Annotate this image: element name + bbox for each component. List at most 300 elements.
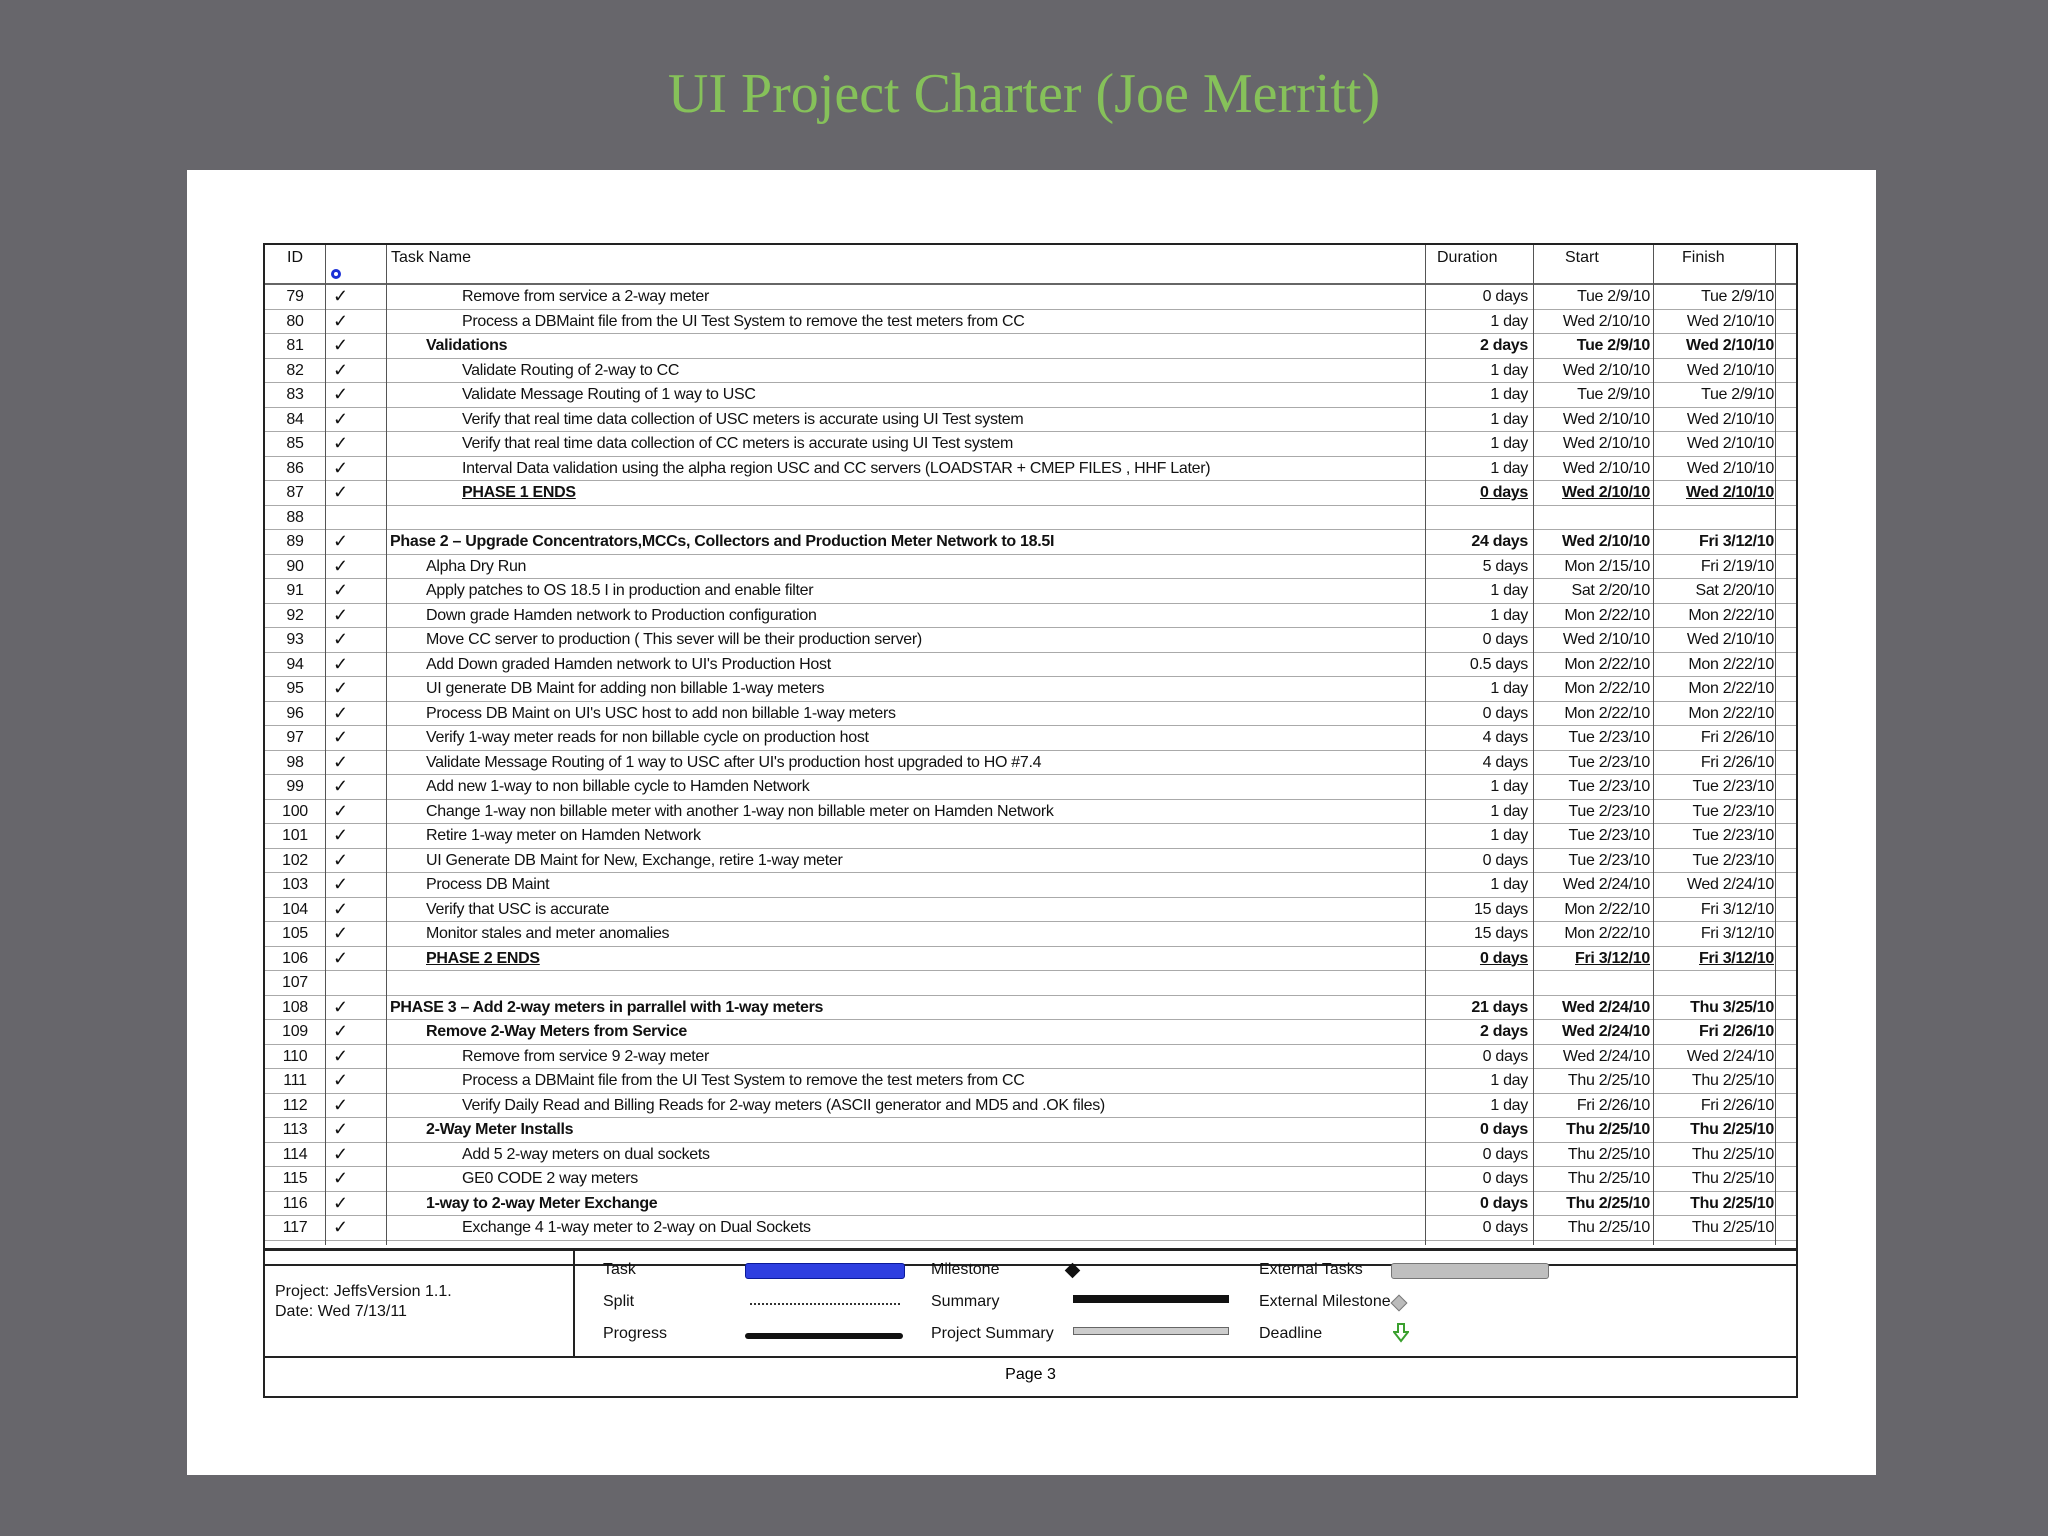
legend-external-milestone-label: External Milestone <box>1259 1293 1391 1310</box>
task-finish: Wed 2/10/10 <box>1686 631 1774 648</box>
task-finish: Mon 2/22/10 <box>1688 680 1774 697</box>
task-duration: 1 day <box>1490 778 1528 795</box>
task-duration: 0 days <box>1482 704 1528 722</box>
task-duration: 1 day <box>1490 435 1528 452</box>
task-id: 100 <box>282 802 308 820</box>
complete-check-icon: ✓ <box>333 653 348 674</box>
task-name: Verify that real time data collection of CC meters is accurate using UI Test system <box>462 435 1014 452</box>
task-finish: Fri 2/26/10 <box>1700 753 1774 771</box>
task-id: 84 <box>286 410 304 428</box>
complete-check-icon: ✓ <box>333 702 348 723</box>
complete-check-icon: ✓ <box>333 849 348 870</box>
task-id: 104 <box>282 900 308 918</box>
task-id: 109 <box>282 1023 308 1040</box>
table-row[interactable] <box>265 530 1796 555</box>
task-name: Phase 2 – Upgrade Concentrators,MCCs, Collectors and Production Meter Network to 18.5I <box>390 533 1055 550</box>
legend-deadline-label: Deadline <box>1259 1325 1323 1342</box>
task-duration: 0 days <box>1479 1121 1528 1138</box>
indicator-icon <box>331 269 341 279</box>
task-id: 91 <box>286 582 304 599</box>
task-id: 107 <box>282 974 308 991</box>
complete-check-icon: ✓ <box>333 286 348 306</box>
table-row[interactable] <box>265 1045 1796 1070</box>
task-name: Validate Routing of 2-way to CC <box>462 361 680 379</box>
task-finish: Thu 2/25/10 <box>1690 1194 1774 1212</box>
task-name: Process a DBMaint file from the UI Test System to remove the test meters from CC <box>462 1072 1025 1089</box>
complete-check-icon: ✓ <box>333 580 348 600</box>
task-name: Exchange 4 1-way meter to 2-way on Dual Sockets <box>462 1219 811 1236</box>
task-finish: Fri 3/12/10 <box>1700 900 1774 918</box>
gantt-legend <box>263 1248 1798 1358</box>
task-duration: 1 day <box>1490 582 1528 599</box>
task-id: 93 <box>286 631 304 648</box>
task-finish: Mon 2/22/10 <box>1688 655 1774 673</box>
task-name: Monitor stales and meter anomalies <box>426 925 670 942</box>
complete-check-icon: ✓ <box>333 335 348 355</box>
task-id: 96 <box>286 704 304 722</box>
task-name: Alpha Dry Run <box>426 557 527 575</box>
task-finish: Fri 3/12/10 <box>1700 925 1774 942</box>
task-duration: 1 day <box>1490 312 1528 330</box>
task-duration: 2 days <box>1479 337 1528 354</box>
table-row[interactable] <box>265 1216 1796 1241</box>
table-row[interactable] <box>265 751 1796 776</box>
complete-check-icon: ✓ <box>333 800 348 821</box>
task-name: Verify 1-way meter reads for non billable cycle on production host <box>426 729 869 746</box>
table-row[interactable] <box>265 457 1796 482</box>
complete-check-icon: ✓ <box>333 825 348 845</box>
table-row[interactable] <box>265 1020 1796 1045</box>
task-name: 1-way to 2-way Meter Exchange <box>426 1194 658 1212</box>
column-divider <box>1425 245 1426 1245</box>
task-start: Tue 2/23/10 <box>1568 827 1650 844</box>
task-name: Remove from service 9 2-way meter <box>462 1047 710 1065</box>
task-finish: Mon 2/22/10 <box>1688 606 1774 624</box>
task-name: Validations <box>426 337 508 354</box>
complete-check-icon: ✓ <box>333 482 348 502</box>
legend-task-bar <box>745 1263 905 1279</box>
table-row[interactable] <box>265 628 1796 653</box>
header-finish: Finish <box>1682 249 1725 266</box>
task-name: Remove from service a 2-way meter <box>462 288 710 305</box>
task-start: Tue 2/23/10 <box>1568 778 1650 795</box>
task-finish: Wed 2/10/10 <box>1685 484 1774 501</box>
task-finish: Wed 2/10/10 <box>1686 459 1774 477</box>
table-row[interactable] <box>265 408 1796 433</box>
task-id: 79 <box>286 288 304 305</box>
complete-check-icon: ✓ <box>333 923 348 943</box>
legend-summary-bar <box>1073 1295 1229 1303</box>
table-row[interactable] <box>265 310 1796 335</box>
task-duration: 1 day <box>1490 459 1528 477</box>
complete-check-icon: ✓ <box>333 751 348 772</box>
task-duration: 0 days <box>1479 484 1528 501</box>
task-id: 103 <box>282 876 308 893</box>
legend-external-tasks-label: External Tasks <box>1259 1261 1363 1278</box>
table-row[interactable] <box>265 432 1796 457</box>
task-duration: 15 days <box>1474 925 1528 942</box>
task-duration: 24 days <box>1471 533 1528 550</box>
task-duration: 0 days <box>1482 288 1528 305</box>
table-row[interactable] <box>265 1094 1796 1119</box>
task-start: Mon 2/22/10 <box>1564 900 1650 918</box>
complete-check-icon: ✓ <box>333 947 348 968</box>
table-row[interactable] <box>265 1118 1796 1143</box>
task-finish: Thu 2/25/10 <box>1690 1121 1774 1138</box>
task-finish: Tue 2/9/10 <box>1701 386 1774 403</box>
task-start: Thu 2/25/10 <box>1566 1194 1650 1212</box>
task-finish: Tue 2/23/10 <box>1692 802 1774 820</box>
task-duration: 1 day <box>1490 802 1528 820</box>
legend-external-milestone-diamond <box>1391 1295 1408 1312</box>
task-name: Validate Message Routing of 1 way to USC after UI's production host upgraded to HO #7.4 <box>426 753 1042 771</box>
task-name: Add 5 2-way meters on dual sockets <box>462 1145 710 1163</box>
task-start: Wed 2/24/10 <box>1562 1047 1650 1065</box>
task-duration: 1 day <box>1490 1072 1528 1089</box>
task-finish: Wed 2/24/10 <box>1686 876 1774 893</box>
task-duration: 15 days <box>1474 900 1528 918</box>
table-row[interactable] <box>265 726 1796 751</box>
table-row[interactable] <box>265 285 1796 310</box>
task-name: PHASE 3 – Add 2-way meters in parrallel with 1-way meters <box>390 998 824 1016</box>
task-start: Mon 2/22/10 <box>1564 680 1650 697</box>
task-duration: 0 days <box>1482 851 1528 869</box>
task-name: Remove 2-Way Meters from Service <box>426 1023 688 1040</box>
complete-check-icon: ✓ <box>333 1119 348 1139</box>
task-name: Move CC server to production ( This sever will be their production server) <box>426 631 922 648</box>
task-duration: 1 day <box>1490 876 1528 893</box>
task-name: Down grade Hamden network to Production configuration <box>426 606 817 624</box>
table-row[interactable] <box>265 1143 1796 1168</box>
table-row[interactable] <box>265 604 1796 629</box>
task-name: PHASE 2 ENDS <box>426 949 540 967</box>
task-id: 86 <box>286 459 304 477</box>
task-start: Wed 2/10/10 <box>1562 631 1650 648</box>
task-duration: 2 days <box>1479 1023 1528 1040</box>
task-start: Sat 2/20/10 <box>1571 582 1650 599</box>
complete-check-icon: ✓ <box>333 384 348 404</box>
task-name: Process DB Maint on UI's USC host to add non billable 1-way meters <box>426 704 896 722</box>
task-id: 88 <box>286 508 304 526</box>
table-row[interactable] <box>265 873 1796 898</box>
task-start: Wed 2/24/10 <box>1561 998 1650 1016</box>
task-finish: Fri 2/19/10 <box>1700 557 1774 575</box>
complete-check-icon: ✓ <box>333 1192 348 1213</box>
column-divider <box>386 245 387 1245</box>
task-duration: 4 days <box>1482 753 1528 771</box>
task-finish: Thu 2/25/10 <box>1691 1170 1774 1187</box>
table-row[interactable] <box>265 1167 1796 1192</box>
complete-check-icon: ✓ <box>333 1021 348 1041</box>
task-id: 90 <box>286 557 304 575</box>
task-start: Wed 2/24/10 <box>1562 876 1650 893</box>
task-name: Change 1-way non billable meter with another 1-way non billable meter on Hamden Network <box>426 802 1054 820</box>
task-id: 105 <box>282 925 308 942</box>
task-duration: 0 days <box>1482 1219 1528 1236</box>
task-id: 80 <box>286 312 304 330</box>
task-id: 117 <box>282 1219 308 1236</box>
task-name: Retire 1-way meter on Hamden Network <box>426 827 701 844</box>
task-start: Wed 2/10/10 <box>1561 533 1650 550</box>
complete-check-icon: ✓ <box>333 1070 348 1090</box>
legend-project-summary-label: Project Summary <box>931 1325 1054 1342</box>
task-id: 114 <box>282 1145 308 1163</box>
task-duration: 1 day <box>1490 680 1528 697</box>
gantt-table <box>263 243 1798 1266</box>
column-divider <box>325 245 326 1245</box>
task-duration: 1 day <box>1490 386 1528 403</box>
task-id: 92 <box>286 606 304 624</box>
complete-check-icon: ✓ <box>333 408 348 429</box>
task-id: 87 <box>286 484 304 501</box>
task-finish: Wed 2/10/10 <box>1686 361 1774 379</box>
complete-check-icon: ✓ <box>333 678 348 698</box>
table-row[interactable] <box>265 1069 1796 1094</box>
legend-milestone-diamond <box>1065 1263 1081 1279</box>
table-row[interactable] <box>265 481 1796 506</box>
task-finish: Tue 2/23/10 <box>1692 827 1774 844</box>
task-finish: Wed 2/10/10 <box>1686 410 1774 428</box>
task-duration: 0 days <box>1479 949 1528 967</box>
legend-project: Project: JeffsVersion 1.1. <box>275 1283 452 1300</box>
task-start: Mon 2/22/10 <box>1564 925 1650 942</box>
complete-check-icon: ✓ <box>333 1094 348 1115</box>
table-row[interactable] <box>265 579 1796 604</box>
task-start: Thu 2/25/10 <box>1567 1170 1650 1187</box>
page-footer: Page 3 <box>263 1358 1798 1398</box>
task-name: GE0 CODE 2 way meters <box>462 1170 638 1187</box>
task-finish: Wed 2/10/10 <box>1686 435 1774 452</box>
complete-check-icon: ✓ <box>333 1217 348 1237</box>
table-row[interactable] <box>265 996 1796 1021</box>
task-start: Tue 2/9/10 <box>1577 288 1650 305</box>
task-duration: 0 days <box>1482 1170 1528 1187</box>
task-start: Wed 2/10/10 <box>1562 361 1650 379</box>
task-id: 99 <box>286 778 304 795</box>
task-id: 82 <box>286 361 304 379</box>
header-id: ID <box>287 249 303 266</box>
task-finish: Thu 2/25/10 <box>1691 1219 1774 1236</box>
task-name: Apply patches to OS 18.5 I in production and enable filter <box>426 582 814 599</box>
task-id: 113 <box>282 1121 308 1138</box>
legend-milestone-label: Milestone <box>931 1261 1000 1278</box>
column-divider <box>1775 245 1776 1245</box>
task-name: Validate Message Routing of 1 way to USC <box>462 386 756 403</box>
column-divider <box>1533 245 1534 1245</box>
table-row[interactable] <box>265 971 1796 996</box>
task-id: 89 <box>286 533 304 550</box>
table-row[interactable] <box>265 775 1796 800</box>
table-row[interactable] <box>265 383 1796 408</box>
task-duration: 4 days <box>1482 729 1528 746</box>
task-duration: 0 days <box>1482 1047 1528 1065</box>
task-finish: Wed 2/24/10 <box>1686 1047 1774 1065</box>
table-row[interactable] <box>265 849 1796 874</box>
legend-divider <box>573 1251 575 1356</box>
task-start: Wed 2/10/10 <box>1562 459 1650 477</box>
task-start: Mon 2/15/10 <box>1564 557 1650 575</box>
table-row[interactable] <box>265 506 1796 531</box>
task-finish: Thu 3/25/10 <box>1690 998 1774 1016</box>
task-start: Mon 2/22/10 <box>1564 655 1650 673</box>
table-row[interactable] <box>265 1192 1796 1217</box>
task-name: Interval Data validation using the alpha region USC and CC servers (LOADSTAR + CMEP FILES , HHF Later) <box>462 459 1211 477</box>
task-start: Fri 3/12/10 <box>1575 949 1650 967</box>
task-start: Thu 2/25/10 <box>1567 1219 1650 1236</box>
task-start: Tue 2/9/10 <box>1576 337 1650 354</box>
table-row[interactable] <box>265 359 1796 384</box>
task-id: 115 <box>282 1170 308 1187</box>
task-finish: Fri 2/26/10 <box>1699 1023 1774 1040</box>
task-duration: 5 days <box>1482 557 1528 575</box>
task-start: Fri 2/26/10 <box>1576 1096 1650 1114</box>
table-header <box>265 245 1796 285</box>
task-finish: Mon 2/22/10 <box>1688 704 1774 722</box>
task-id: 85 <box>286 435 304 452</box>
table-row[interactable] <box>265 702 1796 727</box>
complete-check-icon: ✓ <box>333 604 348 625</box>
legend-date: Date: Wed 7/13/11 <box>275 1303 407 1320</box>
task-finish: Wed 2/10/10 <box>1686 312 1774 330</box>
table-row[interactable] <box>265 334 1796 359</box>
task-id: 111 <box>283 1072 307 1089</box>
task-duration: 1 day <box>1490 1096 1528 1114</box>
task-start: Wed 2/24/10 <box>1561 1023 1650 1040</box>
table-row[interactable] <box>265 824 1796 849</box>
task-name: Verify that real time data collection of USC meters is accurate using UI Test system <box>462 410 1024 428</box>
task-id: 98 <box>286 753 304 771</box>
legend-task-label: Task <box>603 1261 636 1278</box>
task-finish: Fri 3/12/10 <box>1699 533 1774 550</box>
complete-check-icon: ✓ <box>333 776 348 796</box>
task-finish: Thu 2/25/10 <box>1691 1072 1774 1089</box>
legend-progress-bar <box>745 1333 903 1339</box>
task-id: 95 <box>286 680 304 697</box>
task-duration: 0 days <box>1482 1145 1528 1163</box>
task-id: 94 <box>286 655 304 673</box>
task-name: UI Generate DB Maint for New, Exchange, retire 1-way meter <box>426 851 843 869</box>
task-start: Tue 2/9/10 <box>1577 386 1650 403</box>
task-start: Wed 2/10/10 <box>1562 410 1650 428</box>
task-start: Thu 2/25/10 <box>1567 1072 1650 1089</box>
task-start: Wed 2/10/10 <box>1562 435 1650 452</box>
complete-check-icon: ✓ <box>333 1045 348 1066</box>
task-name: Add Down graded Hamden network to UI's Production Host <box>426 655 831 673</box>
task-id: 112 <box>282 1096 308 1114</box>
table-row[interactable] <box>265 677 1796 702</box>
task-duration: 1 day <box>1490 361 1528 379</box>
task-id: 83 <box>286 386 304 403</box>
header-start: Start <box>1565 249 1599 266</box>
task-finish: Thu 2/25/10 <box>1691 1145 1774 1163</box>
legend-split-bar <box>750 1303 900 1311</box>
task-finish: Tue 2/23/10 <box>1692 778 1774 795</box>
task-duration: 0.5 days <box>1469 655 1528 673</box>
complete-check-icon: ✓ <box>333 1143 348 1164</box>
task-duration: 1 day <box>1490 606 1528 624</box>
task-name: Add new 1-way to non billable cycle to Hamden Network <box>426 778 810 795</box>
task-id: 101 <box>282 827 308 844</box>
complete-check-icon: ✓ <box>333 310 348 331</box>
task-finish: Tue 2/9/10 <box>1701 288 1774 305</box>
complete-check-icon: ✓ <box>333 874 348 894</box>
task-start: Thu 2/25/10 <box>1567 1145 1650 1163</box>
legend-split-label: Split <box>603 1293 635 1310</box>
header-task-name: Task Name <box>391 249 472 266</box>
task-finish: Sat 2/20/10 <box>1695 582 1774 599</box>
task-start: Thu 2/25/10 <box>1566 1121 1650 1138</box>
complete-check-icon: ✓ <box>333 457 348 478</box>
task-start: Wed 2/10/10 <box>1562 312 1650 330</box>
task-duration: 0 days <box>1479 1194 1528 1212</box>
legend-project-summary-bar <box>1073 1327 1229 1335</box>
table-row[interactable] <box>265 653 1796 678</box>
task-start: Mon 2/22/10 <box>1564 704 1650 722</box>
task-id: 81 <box>286 337 304 354</box>
task-start: Tue 2/23/10 <box>1568 753 1650 771</box>
task-duration: 21 days <box>1471 998 1528 1016</box>
complete-check-icon: ✓ <box>333 433 348 453</box>
complete-check-icon: ✓ <box>333 996 348 1017</box>
task-finish: Tue 2/23/10 <box>1692 851 1774 869</box>
complete-check-icon: ✓ <box>333 898 348 919</box>
table-row[interactable] <box>265 898 1796 923</box>
table-row[interactable] <box>265 947 1796 972</box>
legend-external-tasks-bar <box>1391 1263 1549 1279</box>
task-finish: Wed 2/10/10 <box>1685 337 1774 354</box>
task-id: 108 <box>282 998 308 1016</box>
table-row[interactable] <box>265 922 1796 947</box>
task-start: Tue 2/23/10 <box>1568 802 1650 820</box>
task-duration: 1 day <box>1490 410 1528 428</box>
task-name: UI generate DB Maint for adding non billable 1-way meters <box>426 680 825 697</box>
task-name: Process DB Maint <box>426 876 550 893</box>
task-start: Wed 2/10/10 <box>1561 484 1650 501</box>
task-name: 2-Way Meter Installs <box>426 1121 574 1138</box>
task-finish: Fri 2/26/10 <box>1700 1096 1774 1114</box>
header-duration: Duration <box>1437 249 1498 266</box>
document-page <box>187 170 1876 1475</box>
task-start: Tue 2/23/10 <box>1568 851 1650 869</box>
complete-check-icon: ✓ <box>333 531 348 551</box>
deadline-arrow-icon <box>1393 1323 1409 1343</box>
task-finish: Fri 3/12/10 <box>1699 949 1774 967</box>
task-id: 110 <box>282 1047 308 1065</box>
task-id: 102 <box>282 851 308 869</box>
task-duration: 1 day <box>1490 827 1528 844</box>
task-start: Tue 2/23/10 <box>1568 729 1650 746</box>
task-name: Process a DBMaint file from the UI Test System to remove the test meters from CC <box>462 312 1025 330</box>
task-duration: 0 days <box>1482 631 1528 648</box>
table-row[interactable] <box>265 555 1796 580</box>
task-start: Mon 2/22/10 <box>1564 606 1650 624</box>
task-name: Verify Daily Read and Billing Reads for 2-way meters (ASCII generator and MD5 and .OK files) <box>462 1096 1105 1114</box>
column-divider <box>1653 245 1654 1245</box>
complete-check-icon: ✓ <box>333 555 348 576</box>
complete-check-icon: ✓ <box>333 629 348 649</box>
task-name: Verify that USC is accurate <box>426 900 610 918</box>
table-row[interactable] <box>265 800 1796 825</box>
task-name: PHASE 1 ENDS <box>462 484 576 501</box>
task-id: 116 <box>282 1194 308 1212</box>
slide-title: UI Project Charter (Joe Merritt) <box>667 63 1381 125</box>
complete-check-icon: ✓ <box>333 1168 348 1188</box>
complete-check-icon: ✓ <box>333 727 348 747</box>
task-id: 97 <box>286 729 304 746</box>
legend-summary-label: Summary <box>931 1293 1000 1310</box>
complete-check-icon: ✓ <box>333 359 348 380</box>
task-finish: Fri 2/26/10 <box>1700 729 1774 746</box>
